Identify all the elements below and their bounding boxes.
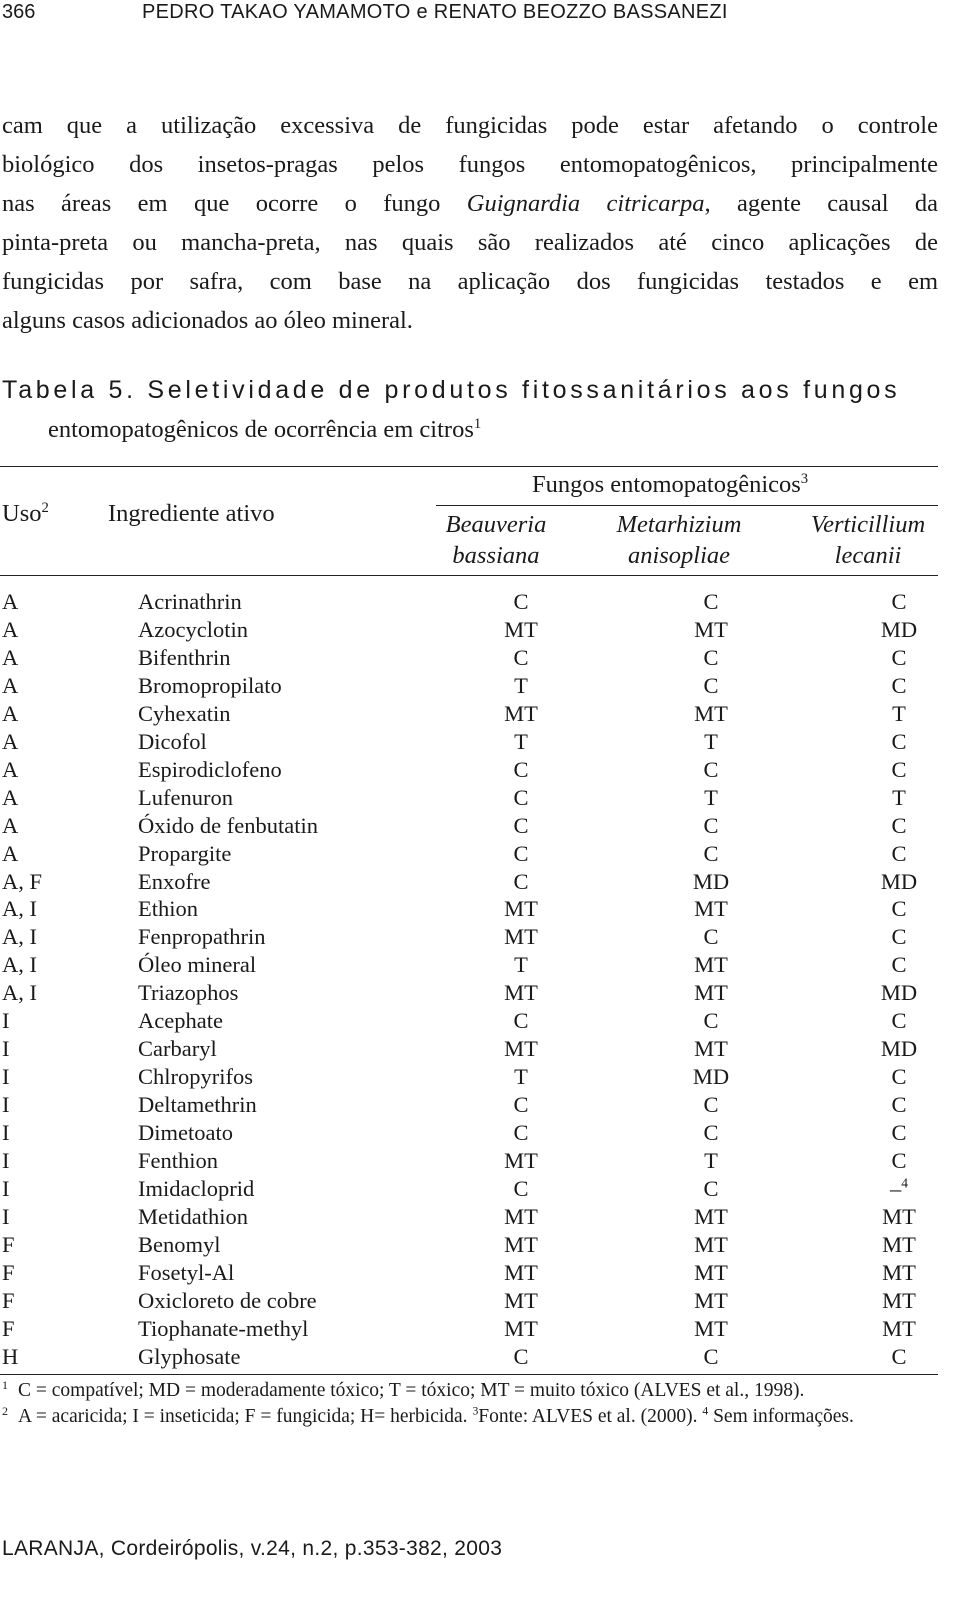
cell-text: MT	[882, 1259, 916, 1285]
cell-uso: A	[2, 589, 19, 614]
cell-beauveria: MT	[504, 1259, 538, 1285]
cell-ingrediente: Enxofre	[138, 868, 211, 894]
cell-text: C	[891, 924, 907, 950]
running-head-authors: PEDRO TAKAO YAMAMOTO e RENATO BEOZZO BASSANEZI	[142, 1, 728, 23]
caption-text: entomopatogênicos de ocorrência em citros	[48, 416, 474, 443]
cell-ingrediente: Imidacloprid	[138, 1176, 255, 1202]
paragraph-line: alguns casos adicionados ao óleo mineral.	[2, 307, 413, 334]
cell-metarhizium: C	[703, 840, 719, 866]
cell-text: C	[891, 1064, 907, 1090]
cell-ingrediente: Glyphosate	[138, 1343, 241, 1369]
table-caption	[2, 376, 938, 456]
footnote-ref: 1	[473, 415, 482, 432]
cell-beauveria: C	[513, 1343, 529, 1369]
cell-verticillium	[806, 700, 926, 728]
cell-ingrediente: Tiophanate-methyl	[138, 1315, 309, 1341]
footnote-ref: 3	[800, 470, 809, 487]
cell-beauveria: MT	[504, 1287, 538, 1313]
cell-metarhizium: MT	[694, 896, 728, 922]
paragraph-line-text: nas áreas em que ocorre o fungo	[2, 190, 467, 217]
cell-beauveria: T	[514, 728, 528, 754]
cell-metarhizium: C	[703, 644, 719, 670]
cell-ingrediente: Acrinathrin	[138, 589, 242, 614]
cell-text: MT	[882, 1203, 916, 1229]
cell-beauveria: MT	[504, 616, 538, 642]
cell-text: C	[891, 812, 907, 838]
table-row	[0, 616, 926, 644]
cell-uso: A	[2, 812, 19, 838]
cell-metarhizium: MD	[692, 1064, 730, 1090]
paragraph-line: biológico dos insetos-pragas pelos fungos entomopatogênicos, principalmente	[2, 151, 938, 178]
cell-text: C	[891, 840, 907, 866]
footnote-ref: 4	[901, 1175, 908, 1191]
cell-ingrediente: Oxicloreto de cobre	[138, 1287, 317, 1313]
cell-verticillium	[806, 1287, 926, 1315]
table-row	[0, 1035, 926, 1063]
cell-uso: A	[2, 616, 19, 642]
cell-metarhizium: MT	[694, 1203, 728, 1229]
cell-verticillium	[806, 1063, 926, 1091]
cell-value	[872, 840, 926, 868]
cell-ingrediente: Dimetoato	[138, 1120, 233, 1146]
header-ingrediente: Ingrediente ativo	[108, 500, 275, 527]
cell-value	[872, 951, 926, 979]
cell-metarhizium: C	[703, 756, 719, 782]
cell-beauveria: C	[513, 812, 529, 838]
cell-value	[872, 700, 926, 728]
cell-verticillium	[806, 1007, 926, 1035]
cell-metarhizium: C	[703, 672, 719, 698]
cell-text: T	[892, 700, 906, 726]
cell-verticillium	[806, 895, 926, 923]
footnotes	[0, 1378, 938, 1430]
cell-ingrediente: Óleo mineral	[138, 952, 257, 978]
cell-text: C	[891, 728, 907, 754]
header-uso-text: Uso	[2, 500, 42, 527]
cell-uso: A	[2, 644, 19, 670]
table-row	[0, 756, 926, 784]
species-name: Guignardia citricarpa	[466, 190, 705, 217]
header-beauveria	[420, 509, 572, 571]
cell-value	[872, 616, 926, 644]
table-row	[0, 1091, 926, 1119]
cell-ingrediente: Dicofol	[138, 728, 207, 754]
table-row	[0, 1175, 926, 1203]
cell-beauveria: MT	[504, 1036, 538, 1062]
header-fungi-group-text: Fungos entomopatogênicos	[532, 471, 801, 498]
cell-ingrediente: Deltamethrin	[138, 1092, 257, 1118]
page-header	[0, 0, 940, 34]
table-row	[0, 1315, 926, 1343]
cell-verticillium	[806, 812, 926, 840]
cell-verticillium	[806, 923, 926, 951]
footnote-text: C = compatível; MD = moderadamente tóxico; T = tóxico; MT = muito tóxico (ALVES et al., 1998).	[18, 1380, 805, 1401]
cell-text: C	[891, 644, 907, 670]
cell-verticillium	[806, 588, 926, 616]
cell-beauveria: C	[513, 1092, 529, 1118]
header-metarhizium	[596, 509, 762, 571]
table-row	[0, 588, 926, 616]
cell-metarhizium: C	[703, 1176, 719, 1202]
header-uso	[2, 500, 49, 528]
cell-verticillium	[806, 951, 926, 979]
cell-text: MD	[880, 616, 918, 642]
cell-uso: F	[2, 1259, 15, 1285]
cell-value	[872, 756, 926, 784]
cell-uso: I	[2, 1203, 10, 1229]
cell-value	[872, 1315, 926, 1343]
cell-value	[872, 923, 926, 951]
footnote-ref: 4	[702, 1404, 709, 1418]
paragraph-line: cam que a utilização excessiva de fungicidas pode estar afetando o controle	[2, 112, 938, 139]
table-row	[0, 644, 926, 672]
genus-name: Beauveria	[445, 511, 547, 538]
table-row	[0, 700, 926, 728]
cell-text: C	[891, 1343, 907, 1369]
cell-verticillium	[806, 1315, 926, 1343]
cell-value	[872, 895, 926, 923]
cell-uso: I	[2, 1120, 10, 1146]
species-name: lecanii	[834, 542, 902, 569]
cell-text: C	[891, 756, 907, 782]
table-row	[0, 895, 926, 923]
table-row	[0, 1063, 926, 1091]
footnote-1	[0, 1378, 938, 1404]
cell-ingrediente: Bromopropilato	[138, 672, 282, 698]
cell-text: C	[891, 952, 907, 978]
cell-beauveria: C	[513, 756, 529, 782]
cell-beauveria: C	[513, 840, 529, 866]
cell-verticillium	[806, 728, 926, 756]
cell-uso: A	[2, 756, 19, 782]
cell-text: MD	[880, 980, 918, 1006]
genus-name: Verticillium	[810, 511, 926, 538]
cell-verticillium	[806, 868, 926, 896]
table-row	[0, 1007, 926, 1035]
cell-metarhizium: MT	[694, 700, 728, 726]
species-name: anisopliae	[627, 542, 731, 569]
cell-value	[872, 1203, 926, 1231]
cell-metarhizium: MT	[694, 980, 728, 1006]
footnote-text: Fonte: ALVES et al. (2000).	[478, 1406, 703, 1427]
cell-uso: A, I	[2, 980, 37, 1006]
cell-beauveria: C	[513, 1008, 529, 1034]
cell-ingrediente: Fenthion	[138, 1148, 219, 1174]
cell-metarhizium: T	[704, 784, 718, 810]
footnote-text: A = acaricida; I = inseticida; F = fungicida; H= herbicida.	[18, 1406, 473, 1427]
table-top-rule	[0, 466, 938, 467]
page-footer-citation: LARANJA, Cordeirópolis, v.24, n.2, p.353-382, 2003	[2, 1537, 503, 1560]
paragraph-line	[2, 184, 938, 223]
cell-beauveria: MT	[504, 1148, 538, 1174]
cell-ingrediente: Óxido de fenbutatin	[138, 812, 318, 838]
cell-value	[872, 588, 926, 616]
cell-metarhizium: C	[703, 1120, 719, 1146]
footnote-text: Sem informações.	[708, 1406, 854, 1427]
cell-text: –	[890, 1176, 902, 1202]
cell-beauveria: MT	[504, 1203, 538, 1229]
cell-value	[872, 672, 926, 700]
table-row	[0, 672, 926, 700]
footnote-ref: 3	[472, 1404, 479, 1418]
cell-text: C	[891, 672, 907, 698]
cell-metarhizium: MD	[692, 868, 730, 894]
cell-uso: A, I	[2, 896, 37, 922]
cell-beauveria: MT	[504, 980, 538, 1006]
page-number: 366	[2, 1, 36, 23]
cell-text: MD	[880, 868, 918, 894]
table-bottom-rule	[0, 1374, 938, 1375]
cell-uso: I	[2, 1092, 10, 1118]
cell-metarhizium: T	[704, 728, 718, 754]
cell-beauveria: T	[514, 1064, 528, 1090]
table-body	[0, 588, 926, 1371]
cell-value	[872, 1119, 926, 1147]
cell-metarhizium: C	[703, 1008, 719, 1034]
cell-uso: A, F	[2, 868, 43, 894]
table-row	[0, 923, 926, 951]
table-row	[0, 1147, 926, 1175]
cell-uso: A	[2, 840, 19, 866]
cell-metarhizium: MT	[694, 1036, 728, 1062]
cell-text: C	[891, 896, 907, 922]
cell-verticillium	[806, 1091, 926, 1119]
cell-verticillium	[806, 1231, 926, 1259]
paragraph-line-text: , agente causal da	[704, 190, 938, 217]
caption-line-2	[2, 416, 938, 456]
cell-ingrediente: Benomyl	[138, 1231, 221, 1257]
cell-beauveria: C	[513, 1176, 529, 1202]
cell-metarhizium: MT	[694, 616, 728, 642]
cell-value	[872, 1343, 926, 1371]
footnote-ref: 2	[41, 499, 49, 516]
footnote-mark: 1	[2, 1378, 8, 1392]
cell-uso: A	[2, 784, 19, 810]
table-row	[0, 784, 926, 812]
cell-verticillium	[806, 672, 926, 700]
cell-uso: F	[2, 1287, 15, 1313]
cell-uso: A, I	[2, 952, 37, 978]
cell-ingrediente: Triazophos	[138, 980, 239, 1006]
cell-text: T	[892, 784, 906, 810]
cell-value	[872, 1035, 926, 1063]
footnote-mark: 2	[2, 1404, 8, 1418]
cell-ingrediente: Carbaryl	[138, 1036, 217, 1062]
cell-metarhizium: C	[703, 1343, 719, 1369]
cell-ingrediente: Azocyclotin	[138, 616, 248, 642]
cell-value	[872, 1231, 926, 1259]
cell-beauveria: MT	[504, 700, 538, 726]
cell-metarhizium: MT	[694, 1231, 728, 1257]
cell-value	[872, 728, 926, 756]
cell-verticillium	[806, 1343, 926, 1371]
cell-beauveria: C	[513, 589, 529, 614]
cell-ingrediente: Lufenuron	[138, 784, 233, 810]
cell-beauveria: C	[513, 784, 529, 810]
header-bottom-rule	[0, 575, 938, 576]
cell-verticillium	[806, 1175, 926, 1203]
cell-verticillium	[806, 644, 926, 672]
cell-value	[872, 868, 926, 896]
table-row	[0, 1203, 926, 1231]
cell-beauveria: MT	[504, 1231, 538, 1257]
cell-metarhizium: C	[703, 924, 719, 950]
header-fungi-group	[532, 471, 808, 499]
cell-beauveria: T	[514, 672, 528, 698]
cell-value	[872, 1259, 926, 1287]
cell-value	[872, 1287, 926, 1315]
cell-uso: A, I	[2, 924, 37, 950]
cell-ingrediente: Fenpropathrin	[138, 924, 266, 950]
table-row	[0, 840, 926, 868]
body-paragraph	[2, 106, 938, 340]
genus-name: Metarhizium	[616, 511, 742, 538]
cell-ingrediente: Chlropyrifos	[138, 1064, 253, 1090]
table-row	[0, 812, 926, 840]
cell-ingrediente: Cyhexatin	[138, 700, 231, 726]
footnote-2	[0, 1404, 938, 1430]
cell-value	[872, 1147, 926, 1175]
cell-uso: A	[2, 728, 19, 754]
cell-value	[872, 1063, 926, 1091]
cell-text: C	[891, 1092, 907, 1118]
cell-uso: H	[2, 1343, 19, 1369]
cell-text: MD	[880, 1036, 918, 1062]
cell-verticillium	[806, 1119, 926, 1147]
cell-text: MT	[882, 1287, 916, 1313]
cell-text: C	[891, 1008, 907, 1034]
cell-uso: I	[2, 1148, 10, 1174]
cell-uso: A	[2, 700, 19, 726]
cell-uso: A	[2, 672, 19, 698]
cell-verticillium	[806, 1035, 926, 1063]
cell-ingrediente: Metidathion	[138, 1203, 248, 1229]
cell-metarhizium: MT	[694, 1259, 728, 1285]
cell-uso: I	[2, 1176, 10, 1202]
cell-beauveria: T	[514, 952, 528, 978]
species-name: bassiana	[452, 542, 540, 569]
table-row	[0, 951, 926, 979]
cell-text: MT	[882, 1315, 916, 1341]
cell-text: C	[891, 1120, 907, 1146]
cell-value	[872, 644, 926, 672]
table-row	[0, 1231, 926, 1259]
cell-ingrediente: Espirodiclofeno	[138, 756, 282, 782]
paragraph-line: pinta-preta ou mancha-preta, nas quais são realizados até cinco aplicações de	[2, 229, 938, 256]
cell-beauveria: MT	[504, 896, 538, 922]
table-row	[0, 728, 926, 756]
table-row	[0, 1259, 926, 1287]
cell-metarhizium: MT	[694, 952, 728, 978]
cell-metarhizium: C	[703, 589, 719, 614]
cell-verticillium	[806, 756, 926, 784]
cell-uso: I	[2, 1036, 10, 1062]
table-row	[0, 868, 926, 896]
header-verticillium	[796, 509, 940, 571]
cell-metarhizium: MT	[694, 1315, 728, 1341]
selectivity-table	[0, 588, 926, 1371]
cell-value	[872, 1175, 926, 1203]
table-row	[0, 1119, 926, 1147]
cell-value	[872, 812, 926, 840]
cell-text: C	[891, 589, 907, 614]
cell-beauveria: C	[513, 1120, 529, 1146]
cell-verticillium	[806, 616, 926, 644]
cell-verticillium	[806, 1147, 926, 1175]
cell-ingrediente: Propargite	[138, 840, 232, 866]
table-row	[0, 1287, 926, 1315]
cell-uso: I	[2, 1008, 10, 1034]
cell-uso: F	[2, 1315, 15, 1341]
paragraph-line: fungicidas por safra, com base na aplicação dos fungicidas testados e em	[2, 268, 938, 295]
cell-beauveria: C	[513, 644, 529, 670]
cell-beauveria: MT	[504, 924, 538, 950]
cell-value	[872, 784, 926, 812]
cell-verticillium	[806, 979, 926, 1007]
cell-ingrediente: Bifenthrin	[138, 644, 231, 670]
cell-metarhizium: T	[704, 1148, 718, 1174]
cell-uso: I	[2, 1064, 10, 1090]
cell-metarhizium: C	[703, 1092, 719, 1118]
table-row	[0, 979, 926, 1007]
cell-ingrediente: Acephate	[138, 1008, 223, 1034]
cell-ingrediente: Fosetyl-Al	[138, 1259, 235, 1285]
cell-verticillium	[806, 1203, 926, 1231]
caption-line-1: Tabela 5. Seletividade de produtos fitossanitários aos fungos	[2, 376, 901, 404]
cell-verticillium	[806, 784, 926, 812]
cell-text: MT	[882, 1231, 916, 1257]
cell-beauveria: MT	[504, 1315, 538, 1341]
cell-value	[872, 979, 926, 1007]
cell-metarhizium: C	[703, 812, 719, 838]
group-header-rule	[436, 505, 938, 506]
cell-verticillium	[806, 840, 926, 868]
table-row	[0, 1343, 926, 1371]
cell-text: C	[891, 1148, 907, 1174]
cell-uso: F	[2, 1231, 15, 1257]
cell-value	[872, 1091, 926, 1119]
cell-value	[872, 1007, 926, 1035]
cell-ingrediente: Ethion	[138, 896, 198, 922]
cell-metarhizium: MT	[694, 1287, 728, 1313]
cell-verticillium	[806, 1259, 926, 1287]
cell-beauveria: C	[513, 868, 529, 894]
